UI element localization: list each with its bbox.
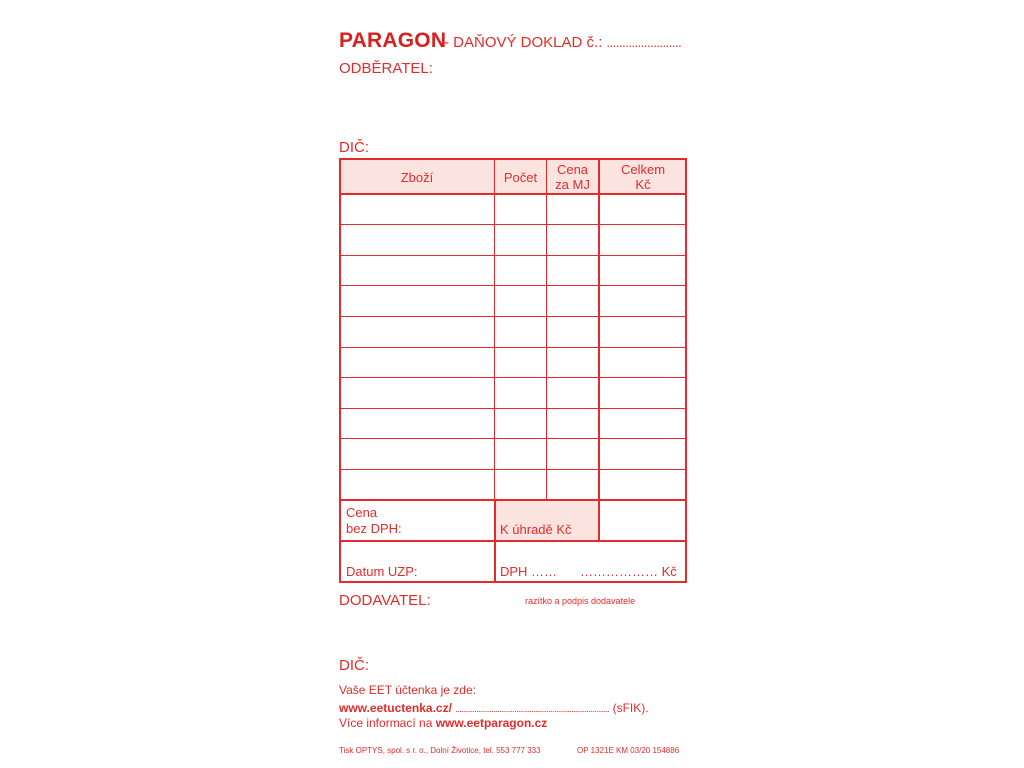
vat-amount: ……………… Kč [580,564,677,579]
document-number-dots: ........................ [606,35,682,50]
eet-url[interactable]: www.eetuctenka.cz/ [339,701,452,715]
supplier-label: DODAVATEL: [339,592,431,609]
eet-line: Vaše EET účtenka je zde: [339,683,476,697]
document-subtitle [444,34,681,51]
row-line [340,347,686,348]
header-bottom-line [340,193,686,195]
more-info-url[interactable]: www.eetparagon.cz [435,716,548,730]
row-line [340,408,686,409]
row-line [340,316,686,317]
column-header-count: Počet [503,170,538,185]
row-line [340,255,686,256]
col-divider-3 [598,159,600,500]
document-title: PARAGON [339,29,447,52]
column-header-total-2: Kč [635,177,651,192]
price-without-vat-line1: Cena [346,505,378,520]
form-code: OP 1321E KM 03/20 154886 [577,746,680,755]
summary-top-line [340,499,686,501]
row-line [340,469,686,470]
sfik-label: (sFIK). [612,701,649,715]
summary-divider-left [494,500,496,582]
row-line [340,224,686,225]
subtitle-text: - DAŇOVÝ DOKLAD č.: [444,34,603,51]
stamp-note: razítko a podpis dodavatele [525,596,636,606]
col-divider-1 [494,159,495,500]
price-without-vat-line2: bez DPH: [346,521,402,536]
summary-middle-line [340,540,686,542]
printer-info: Tisk OPTYS, spol. s r. o., Dolní Životice, tel. 553 777 333 [339,746,541,755]
eet-url-line [339,701,649,715]
customer-label: ODBĚRATEL: [339,60,433,77]
vat-label: DPH …… [500,564,558,579]
to-pay-label: K úhradě Kč [500,522,572,537]
row-line [340,285,686,286]
customer-dic-label: DIČ: [339,139,369,156]
price-without-vat-label [346,505,402,537]
eet-url-dots: ................................................................................. [455,704,610,714]
column-header-goods: Zboží [400,170,434,185]
col-divider-2 [546,159,547,500]
column-header-total-1: Celkem [620,162,666,177]
row-line [340,377,686,378]
supplier-dic-label: DIČ: [339,657,369,674]
summary-divider-right [598,500,600,541]
date-label: Datum UZP: [346,564,418,579]
column-header-unit-price-2: za MJ [555,177,590,192]
more-info-text: Více informací na [339,716,433,730]
more-info-line [339,716,547,730]
column-header-unit-price-1: Cena [556,162,589,177]
row-line [340,438,686,439]
